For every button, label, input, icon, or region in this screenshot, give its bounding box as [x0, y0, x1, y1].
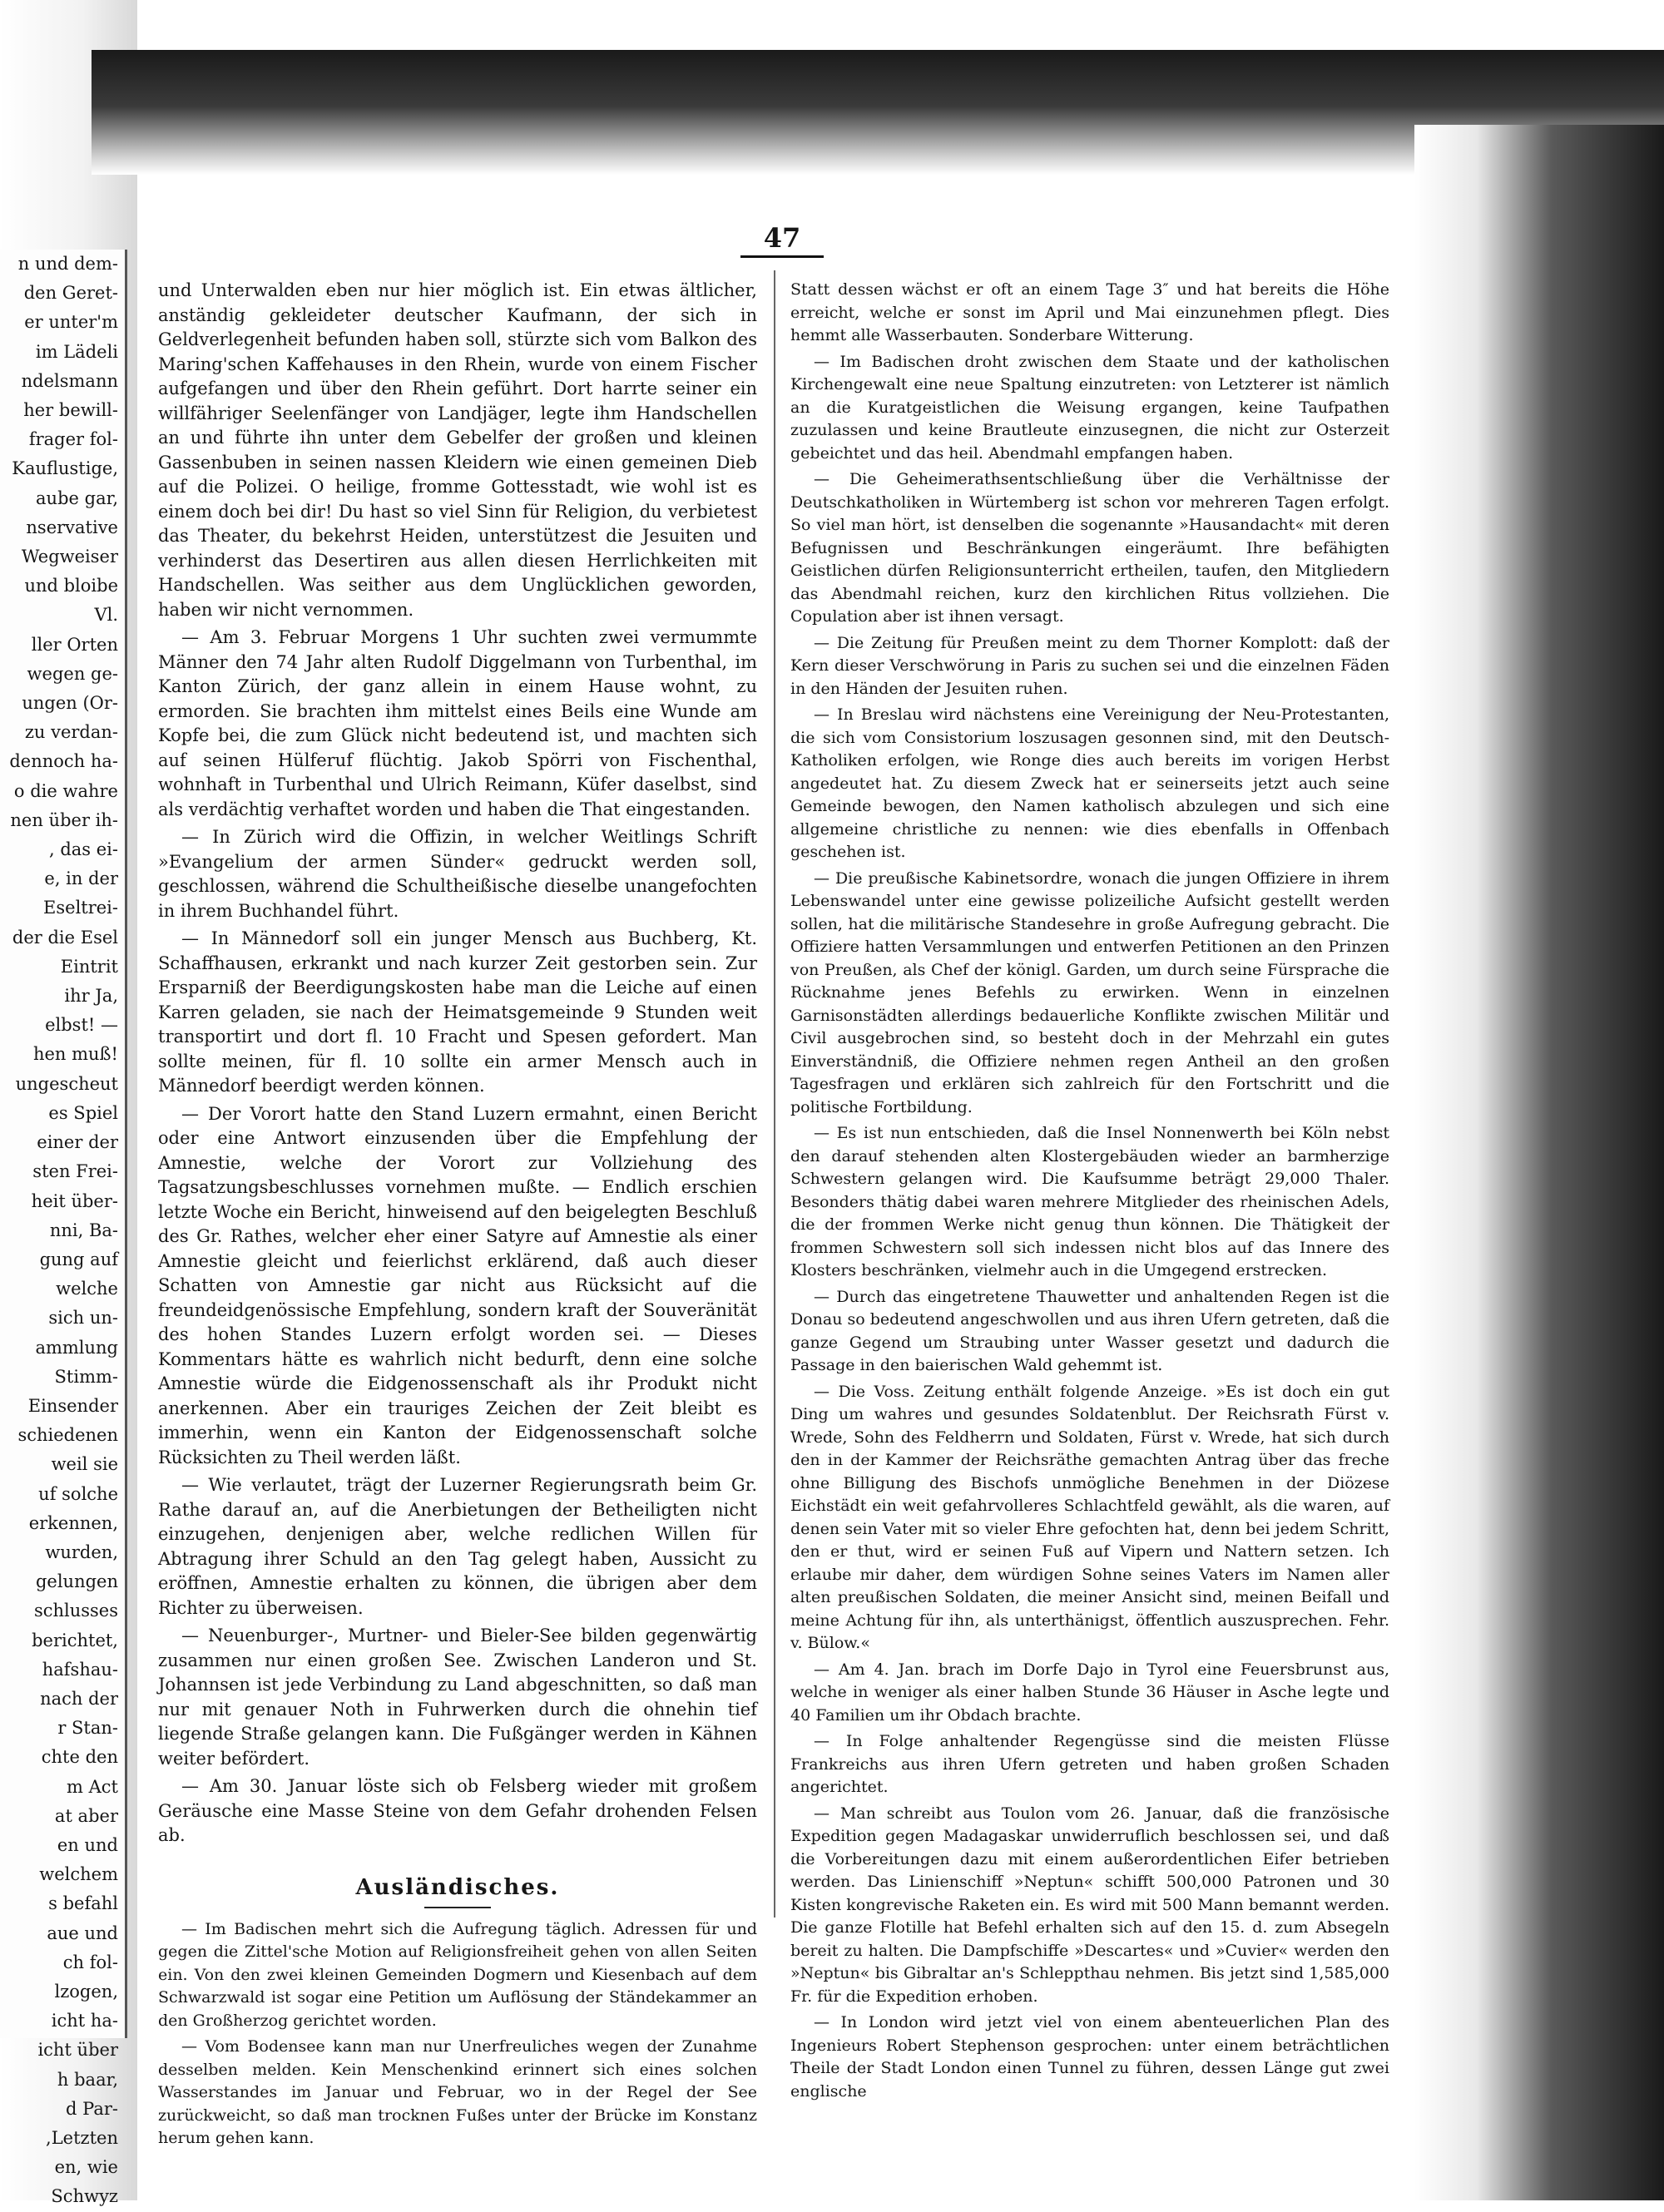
previous-page-line-fragment: der die Esel: [12, 927, 118, 948]
previous-page-line-fragment: hen muß!: [32, 1044, 118, 1065]
article-paragraph: Statt dessen wächst er oft an einem Tage 3″ und hat bereits die Höhe erreicht, welche er sonst im April und Mai einzunehmen pflegt. Dies hemmt alle Wasserbauten. Sonderbare Witterung.: [790, 280, 1389, 344]
previous-page-line-fragment: m Act: [67, 1776, 118, 1797]
previous-page-line-fragment: sten Frei-: [32, 1161, 118, 1182]
previous-page-line-fragment: ch fol-: [62, 1952, 118, 1972]
previous-page-line-fragment: ndelsmann: [21, 370, 118, 391]
previous-page-line-fragment: berichtet,: [32, 1630, 118, 1650]
scan-shadow-right: [1414, 125, 1664, 2200]
previous-page-line-fragment: Kauflustige,: [12, 458, 118, 479]
page-number: 47: [740, 222, 824, 258]
previous-page-line-fragment: erkennen,: [28, 1512, 118, 1533]
previous-page-line-fragment: und bloibe: [24, 576, 118, 596]
previous-page-line-fragment: aube gar,: [36, 487, 118, 508]
article-paragraph: und Unterwalden eben nur hier möglich ist. Ein etwas ältlicher, anständig gekleideter deutscher Kaufmann, der sich in Geldverlegenheit befunden haben soll, stürzte sich vom Balkon des Maring'schen Kaffehauses in den Rhein, wurde von einem Fischer aufgefangen und über den Rhein geführt. Dort harrte seiner ein willfähriger Seelenfänger von Landjäger, legte ihm Handschellen an und führte ihn unter dem Gebelfer der großen und kleinen Gassenbuben in seinen nassen Kleidern wie einen gemeinen Dieb auf die Polizei. O heilige, fromme Gottesstadt, wie wohl ist es einem doch bei dir! Du hast so viel Sinn für Religion, du verbietest das Theater, du bekehrst Heiden, unterstützest die Jesuiten und verhinderst das Desertiren aus allen diesen Herrlichkeiten mit Handschellen. Was seither aus dem Unglücklichen geworden, haben wir nicht vernommen.: [158, 280, 757, 620]
previous-page-line-fragment: weil sie: [51, 1454, 118, 1475]
article-paragraph: — Am 4. Jan. brach im Dorfe Dajo in Tyrol eine Feuersbrunst aus, welche in weniger als einer halben Stunde 36 Häuser in Asche legte und 40 Familien um ihr Obdach brachte.: [790, 1660, 1389, 1725]
previous-page-line-fragment: heit über-: [31, 1190, 118, 1211]
previous-page-line-fragment: gelungen: [35, 1571, 118, 1592]
previous-page-line-fragment: es Spiel: [48, 1102, 118, 1123]
previous-page-line-fragment: welchem: [39, 1864, 118, 1885]
previous-page-line-fragment: s befahl: [48, 1893, 118, 1914]
article-paragraph: — Im Badischen droht zwischen dem Staate und der katholischen Kirchengewalt eine neue Spaltung einzutreten: von Letzterer ist nämlich an die Kuratgeistlichen die Weisung ergangen, keine Taufpathen zuzulassen und keine Brautleute einzusegnen, die nicht zur Osterzeit gebeichtet und das heil. Abendmahl empfangen haben.: [790, 352, 1389, 463]
previous-page-line-fragment: elbst! —: [45, 1015, 118, 1036]
newspaper-page: [158, 212, 1398, 2147]
article-paragraph: — Die Voss. Zeitung enthält folgende Anzeige. »Es ist doch ein gut Ding um wahres und gesundes Soldatenblut. Der Reichsrath Fürst v. Wrede, Sohn des Feldherrn und Soldaten, Fürst v. Wrede, hat sich durch den in der Kammer der Reichsräthe gemachten Antrag über das freche ohne Billigung des Bischofs unmögliche Benehmen in der Diözese Eichstädt ein weit gefahrvolleres Schlachtfeld gewählt, als die waren, auf denen sein Vater mit so vieler Ehre gefochten hat, denn bei jedem Schritt, den er thut, wird er seinen Fuß auf Vipern und Nattern setzen. Ich erlaube mir daher, dem würdigen Sohne seines Vaters im Namen aller alten preußischen Soldaten, die meiner Ansicht sind, meinen Beifall und meine Achtung für ihn, als unterthänigst, öffentlich auszusprechen. Fehr. v. Bülow.«: [790, 1382, 1389, 1652]
previous-page-line-fragment: welche: [56, 1279, 118, 1299]
previous-page-line-fragment: Einsender: [27, 1395, 118, 1416]
previous-page-line-fragment: Vl.: [94, 605, 118, 626]
article-paragraph: — In London wird jetzt viel von einem abenteuerlichen Plan des Ingenieurs Robert Stephenson gesprochen: unter einem beträchtlichen Theile der Stadt London einen Tunnel zu führen, dessen Länge gut zwei englische: [790, 2013, 1389, 2101]
article-paragraph: — Im Badischen mehrt sich die Aufregung täglich. Adressen für und gegen die Zittel'sche Motion auf Religionsfreiheit gehen von allen Seiten ein. Von den zwei kleinen Gemeinden Dogmern und Kiesenbach auf dem Schwarzwald ist sogar eine Petition um Auflösung der Ständekammer an den Großherzog gerichtet worden.: [158, 1919, 757, 2030]
previous-page-line-fragment: nen über ih-: [10, 809, 118, 830]
left-column: [158, 279, 757, 2154]
right-column-articles: [790, 279, 1389, 2103]
previous-page-line-fragment: schlusses: [33, 1601, 118, 1621]
article-paragraph: — Am 3. Februar Morgens 1 Uhr suchten zwei vermummte Männer den 74 Jahr alten Rudolf Diggelmann von Turbenthal, im Kanton Zürich, der ganz allein in einem Hause wohnt, zu ermorden. Sie brachten ihm mittelst eines Beils eine Wunde am Kopfe bei, die zum Glück nicht bedeutend ist, und machten sich auf seinen Hülferuf flüchtig. Jakob Spörri von Fischenthal, wohnhaft in Turbenthal und Ulrich Reimann, Küfer daselbst, sind als verdächtig verhaftet worden und haben die That eingestanden.: [158, 627, 757, 819]
article-paragraph: — In Folge anhaltender Regengüsse sind die meisten Flüsse Frankreichs aus ihren Ufern getreten und haben großen Schaden angerichtet.: [790, 1732, 1389, 1796]
previous-page-line-fragment: h baar,: [57, 2069, 118, 2090]
article-paragraph: — Man schreibt aus Toulon vom 26. Januar, daß die französische Expedition gegen Madagaskar unwiderruflich beschlossen sei, und daß die Vorbereitungen dazu mit einem außerordentlichen Eifer betrieben werden. Das Linienschiff »Neptun« schifft 500,000 Patronen und 30 Kisten kongrevische Raketen ein. Es wird mit 500 Mann bemannt werden. Die ganze Flotille hat Befehl erhalten sich auf den 15. d. zum Absegeln bereit zu halten. Die Dampfschiffe »Descartes« und »Cuvier« werden den »Neptun« bis Gibraltar an's Schleppthau nehmen. Bis jetzt sind 1,585,000 Fr. für die Expedition erhoben.: [790, 1804, 1389, 2006]
previous-page-line-fragment: frager fol-: [28, 429, 118, 450]
article-paragraph: — In Männedorf soll ein junger Mensch aus Buchberg, Kt. Schaffhausen, erkrankt und nach kurzer Zeit gestorben sein. Zur Ersparniß der Beerdigungskosten habe man die Leiche auf einen Karren geladen, sie nach der Heimatsgemeinde 9 Stunden weit transportirt und dort fl. 10 Fracht und Spesen gefordert. Man sollte meinen, für fl. 10 sollte ein armer Mensch auch in Männedorf beerdigt werden können.: [158, 928, 757, 1096]
previous-page-line-fragment: en und: [57, 1834, 118, 1855]
article-paragraph: — Neuenburger-, Murtner- und Bieler-See bilden gegenwärtig zusammen nur einen großen See. Zwischen Landeron und St. Johannsen ist jede Verbindung zu Land abgeschnitten, so daß man nur mit genauer Noth in Fuhrwerken durch die ohnehin tief liegende Straße gelangen kann. Die Fußgänger werden in Kähnen weiter befördert.: [158, 1626, 757, 1769]
previous-page-line-fragment: , das ei-: [48, 839, 118, 860]
previous-page-line-fragment: wegen ge-: [27, 663, 118, 684]
article-paragraph: — In Zürich wird die Offizin, in welcher Weitlings Schrift »Evangelium der armen Sünder« gedruckt werden soll, geschlossen, während die Schultheißische dieselbe unangefochten in ihrem Buchhandel führt.: [158, 827, 757, 921]
previous-page-edge: [0, 250, 127, 2207]
section-heading-text: Ausländisches.: [355, 1874, 560, 1900]
article-paragraph: — Die preußische Kabinetsordre, wonach die jungen Offiziere in ihrem Lebenswandel unter eine gewisse polizeiliche Aufsicht gestellt werden sollen, hat die militärische Standesehre in große Aufregung gebracht. Die Offiziere hatten Versammlungen und entwerfen Petitionen an den Prinzen von Preußen, als Chef der königl. Garden, um durch seine Fürsprache die Rücknahme jenes Befehls zu erwirken. Wenn in einzelnen Garnisonstädten allerdings bedauerliche Konflikte zwischen Militär und Civil ausgebrochen sind, so besteht doch in der Mehrzahl ein gutes Einverständniß, die Offiziere nehmen regen Antheil an den großen Tagesfragen und erklären sich zahlreich für den Fortschritt und die politische Fortbildung.: [790, 868, 1389, 1116]
previous-page-line-fragment: im Lädeli: [35, 341, 118, 362]
previous-page-line-fragment: Stimm-: [54, 1366, 118, 1387]
previous-page-line-fragment: icht über: [37, 2040, 118, 2061]
previous-page-line-fragment: ungen (Or-: [22, 693, 118, 714]
previous-page-line-fragment: at aber: [54, 1805, 118, 1826]
previous-page-line-fragment: Eintrit: [60, 956, 118, 977]
previous-page-line-fragment: sich un-: [48, 1308, 118, 1329]
previous-page-line-fragment: chte den: [41, 1747, 118, 1768]
previous-page-line-fragment: ungescheut: [15, 1073, 118, 1094]
previous-page-line-fragment: lzogen,: [54, 1981, 118, 2002]
article-paragraph: — Wie verlautet, trägt der Luzerner Regierungsrath beim Gr. Rathe darauf an, auf die Anerbietungen der Betheiligten nicht einzugehen, denjenigen aber, welche redlichen Willen für Abtragung ihrer Schuld an den Tag gelegt haben, Aussicht zu eröffnen, Amnestie erhalten zu können, die übrigen aber dem Richter zu überweisen.: [158, 1475, 757, 1618]
previous-page-line-fragment: o die wahre: [13, 780, 118, 801]
previous-page-line-fragment: dennoch ha-: [9, 751, 118, 772]
previous-page-line-fragment: gung auf: [39, 1249, 118, 1269]
previous-page-line-fragment: ihr Ja,: [64, 986, 118, 1007]
previous-page-line-fragment: en, wie: [54, 2157, 118, 2178]
previous-page-line-fragment: aue und: [47, 1923, 118, 1943]
previous-page-line-fragment: d Par-: [66, 2098, 118, 2119]
column-divider: [774, 270, 775, 1918]
page-header: [158, 212, 1398, 270]
previous-page-line-fragment: e, in der: [44, 868, 118, 889]
previous-page-line-fragment: nach der: [40, 1688, 118, 1709]
previous-page-line-fragment: zu verdan-: [24, 722, 118, 743]
previous-page-line-fragment: nni, Ba-: [49, 1220, 118, 1240]
previous-page-line-fragment: nservative: [26, 517, 118, 537]
previous-page-line-fragment: n und dem-: [17, 254, 118, 274]
article-paragraph: — Vom Bodensee kann man nur Unerfreuliches wegen der Zunahme desselben melden. Kein Menschenkind erinnert sich eines solchen Wasserstandes im Januar und Februar, wo in der Regel der See zurückweicht, so daß man trocknen Fußes unter der Brücke im Konstanz herum gehen kann.: [158, 2037, 757, 2147]
section-heading-rule: [424, 1907, 491, 1908]
article-paragraph: — Es ist nun entschieden, daß die Insel Nonnenwerth bei Köln nebst den darauf stehenden alten Klostergebäuden wieder an barmherzige Schwestern gelangen wird. Die Kaufsumme beträgt 29,000 Thaler. Besonders thätig dabei waren mehrere Mitglieder des rheinischen Adels, die der frommen Werke nicht genug thun können. Die Thätigkeit der frommen Schwestern soll sich indessen nicht blos auf das Innere des Klosters beschränken, vielmehr auch in die Umgegend erstrecken.: [790, 1124, 1389, 1279]
previous-page-line-fragment: her bewill-: [23, 400, 118, 421]
article-paragraph: — Der Vorort hatte den Stand Luzern ermahnt, einen Bericht oder eine Antwort einzusenden über die Empfehlung der Amnestie, welche der Vorort zur Vollziehung des Tagsatzungsbeschlusses vornehmen mußte. — Endlich erschien letzte Woche ein Bericht, hinweisend auf den beigelegten Beschluß des Gr. Rathes, welcher eher einer Satyre auf Amnestie als einer Amnestie gleicht und feierlichst erklärend, daß auch dieser Schatten von Amnestie gar nicht aus Rücksicht auf die freundeidgenössische Empfehlung, sondern kraft der Souveränität des hohen Standes Luzern erfolgt worden sei. — Dieses Kommentars hätte es wahrlich nicht bedurft, denn eine solche Amnestie würde die Eidgenossenschaft als ihr Produkt nicht anerkennen. Aber ein trauriges Zeichen der Zeit bleibt es immerhin, wenn ein Kanton der Eidgenossenschaft solche Rücksichten zu Theil werden läßt.: [158, 1103, 757, 1467]
previous-page-line-fragment: r Stan-: [57, 1718, 118, 1739]
previous-page-line-fragment: ammlung: [35, 1337, 118, 1358]
previous-page-line-fragment: er unter'm: [24, 312, 118, 333]
previous-page-line-fragment: Wegweiser: [21, 547, 118, 567]
right-column: [790, 279, 1389, 2106]
previous-page-line-fragment: Schwyz: [51, 2186, 118, 2207]
article-paragraph: — Durch das eingetretene Thauwetter und anhaltenden Regen ist die Donau so bedeutend angeschwollen und aus ihren Ufern getreten, daß die ganze Gegend um Straubing unter Wasser gesetzt und dadurch die Passage in den baierischen Wald gehemmt ist.: [790, 1287, 1389, 1374]
previous-page-line-fragment: icht ha-: [51, 2011, 118, 2031]
article-paragraph: — Die Geheimerathsentschließung über die Verhältnisse der Deutschkatholiken in Würtemberg ist schon vor mehreren Tagen erfolgt. So viel man hört, ist denselben die sogenannte »Hausandacht« mit deren Befugnissen und Beschränkungen eingeräumt. Ihre befähigten Geistlichen dürfen Religionsunterricht ertheilen, taufen, den Mitgliedern das Abendmahl reichen, kurz den kirchlichen Ritus vollziehen. Die Copulation aber ist ihnen versagt.: [790, 470, 1389, 626]
previous-page-line-fragment: ,Letzten: [46, 2128, 118, 2148]
section-heading-foreign: [158, 1875, 757, 1908]
article-paragraph: — Am 30. Januar löste sich ob Felsberg wieder mit großem Geräusche eine Masse Steine von dem Gefahr drohenden Felsen ab.: [158, 1776, 757, 1845]
article-paragraph: — In Breslau wird nächstens eine Vereinigung der Neu-Protestanten, die sich vom Consistorium loszusagen gesonnen sind, mit den Deutsch-Katholiken erfolgen, wie Ronge dies auch bereits im vorigen Herbst angedeutet hat. Zu diesem Zweck hat er seinerseits jetzt auch seine Gemeinde bewogen, den Namen katholisch abzulegen und sich eine allgemeine christliche zu nennen: wie dies ebenfalls in Offenbach geschehen ist.: [790, 705, 1389, 861]
left-column-articles: [158, 279, 757, 1848]
previous-page-line-fragment: schiedenen: [17, 1425, 118, 1446]
previous-page-line-fragment: wurden,: [45, 1541, 118, 1562]
previous-page-line-fragment: uf solche: [38, 1483, 118, 1504]
article-paragraph: — Die Zeitung für Preußen meint zu dem Thorner Komplott: daß der Kern dieser Verschwörung in Paris zu suchen sei und die einzelnen Fäden in den Händen der Jesuiten ruhen.: [790, 633, 1389, 698]
foreign-news-articles: [158, 1918, 757, 2150]
previous-page-line-fragment: den Geret-: [23, 283, 118, 304]
previous-page-line-fragment: einer der: [37, 1132, 118, 1153]
previous-page-line-fragment: ller Orten: [31, 634, 118, 655]
previous-page-line-fragment: Eseltrei-: [43, 898, 118, 918]
previous-page-line-fragment: hafshau-: [42, 1659, 118, 1680]
